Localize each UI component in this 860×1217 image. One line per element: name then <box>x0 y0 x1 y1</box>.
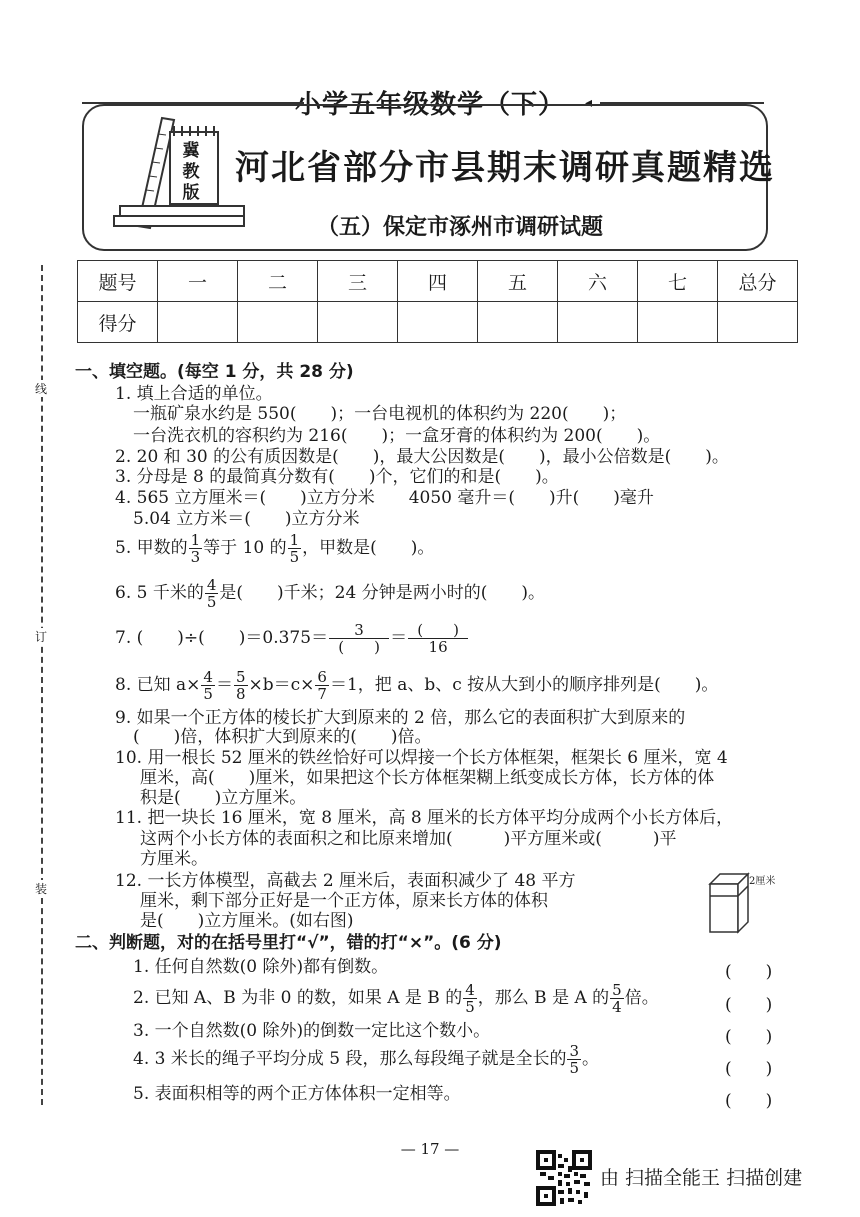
score-entry[interactable] <box>398 302 478 343</box>
score-entry[interactable] <box>318 302 398 343</box>
section-title: 一、填空题。(每空 1 分，共 28 分) <box>75 362 354 382</box>
question-10-line: 厘米，高( )厘米，如果把这个长方体框架糊上纸变成长方体，长方体的体 <box>140 768 715 788</box>
main-title: 河北省部分市县期末调研真题精选 <box>235 148 775 188</box>
answer-blank[interactable]: ( ) <box>725 1059 773 1079</box>
question-11-line: 方厘米。 <box>140 849 208 869</box>
score-table-cell: 三 <box>318 261 398 302</box>
score-table-cell: 总分 <box>718 261 798 302</box>
question-9-line: 9. 如果一个正方体的棱长扩大到原来的 2 倍，那么它的表面积扩大到原来的 <box>115 708 686 728</box>
arrow-left-icon: ◂ <box>585 95 593 111</box>
score-table-cell: 题号 <box>78 261 158 302</box>
question-12-line: 厘米，剩下部分正好是一个正方体，原来长方体的体积 <box>140 891 548 911</box>
judge-question-3: 3. 一个自然数(0 除外)的倒数一定比这个数小。 <box>133 1021 491 1041</box>
score-table-score-row <box>78 302 798 343</box>
score-table-cell: 七 <box>638 261 718 302</box>
score-entry[interactable] <box>238 302 318 343</box>
binding-label: 线 <box>35 382 48 396</box>
score-label: 得分 <box>78 302 158 343</box>
answer-blank[interactable]: ( ) <box>725 1027 773 1047</box>
score-table-cell: 一 <box>158 261 238 302</box>
question-12-line: 是( )立方厘米。(如右图) <box>140 911 354 931</box>
question-10-line: 10. 用一根长 52 厘米的铁丝恰好可以焊接一个长方体框架，框架长 6 厘米，宽 4 <box>115 748 728 768</box>
question-10-line: 积是( )立方厘米。 <box>140 788 307 808</box>
answer-blank[interactable]: ( ) <box>725 995 773 1015</box>
question-11-line: 11. 把一块长 16 厘米，宽 8 厘米，高 8 厘米的长方体平均分成两个小长方体后， <box>115 808 734 828</box>
question-6: 6. 5 千米的 $\frac{4}{5}$ 是( )千米；24 分钟是两小时的( )。 <box>115 576 545 611</box>
exam-subtitle: （五）保定市涿州市调研试题 <box>316 215 603 240</box>
edition-badge: 冀 教 版 <box>182 141 200 203</box>
question-11-line: 这两个小长方体的表面积之和比原来增加( )平方厘米或( )平 <box>140 829 677 849</box>
scanner-watermark: 由 扫描全能王 扫描创建 <box>600 1167 803 1189</box>
figure-label: 2厘米 <box>749 876 776 887</box>
judge-question-2: 2. 已知 A、B 为非 0 的数，如果 A 是 B 的 $\frac{4}{5}$ ，那么 B 是 A 的 $\frac{5}{4}$ 倍。 <box>133 981 659 1016</box>
score-entry[interactable] <box>478 302 558 343</box>
score-table-header-row <box>78 261 798 302</box>
judge-question-5: 5. 表面积相等的两个正方体体积一定相等。 <box>133 1084 461 1104</box>
binding-label: 订 <box>35 630 48 644</box>
score-table-cell: 二 <box>238 261 318 302</box>
page-number: — 17 — <box>400 1140 460 1158</box>
question-5: 5. 甲数的 $\frac{1}{3}$ 等于 10 的 $\frac{1}{5}$ ，甲数是( )。 <box>115 531 435 566</box>
question-8: 8. 已知 a× $\frac{4}{5}$ ＝ $\frac{5}{8}$ ×b＝c× $\frac{6}{7}$ ＝1，把 a、b、c 按从大到小的顺序排列是( )。 <box>115 668 719 703</box>
answer-blank[interactable]: ( ) <box>725 1091 773 1111</box>
score-entry[interactable] <box>638 302 718 343</box>
section-title: 二、判断题，对的在括号里打“√”，错的打“×”。(6 分) <box>75 933 502 953</box>
binding-label: 装 <box>35 882 48 896</box>
score-table-cell: 六 <box>558 261 638 302</box>
question-1-line: 一台洗衣机的容积约为 216( )；一盒牙膏的体积约为 200( )。 <box>133 426 661 446</box>
question-7: 7. ( )÷( )＝0.375＝ $\frac{3}{( )}$ ＝ $\frac{( )}{16}$ <box>115 622 469 655</box>
question-3: 3. 分母是 8 的最简真分数有( )个，它们的和是( )。 <box>115 467 559 487</box>
question-2: 2. 20 和 30 的公有质因数是( )，最大公因数是( )，最小公倍数是( )。 <box>115 447 729 467</box>
question-12-line: 12. 一长方体模型，高截去 2 厘米后，表面积减少了 48 平方 <box>115 871 576 891</box>
qr-code-icon <box>536 1150 592 1206</box>
book-subtitle: 小学五年级数学（下） <box>294 90 565 120</box>
score-table-cell: 四 <box>398 261 478 302</box>
score-entry[interactable] <box>718 302 798 343</box>
question-4-line: 5.04 立方米＝( )立方分米 <box>133 509 360 529</box>
judge-question-4: 4. 3 米长的绳子平均分成 5 段，那么每段绳子就是全长的 $\frac{3}{5}$ 。 <box>133 1042 600 1077</box>
question-1-stem: 1. 填上合适的单位。 <box>115 384 273 404</box>
judge-question-1: 1. 任何自然数(0 除外)都有倒数。 <box>133 957 389 977</box>
question-1-line: 一瓶矿泉水约是 550( )；一台电视机的体积约为 220( )； <box>133 404 627 424</box>
answer-blank[interactable]: ( ) <box>725 962 773 982</box>
score-entry[interactable] <box>158 302 238 343</box>
score-table-cell: 五 <box>478 261 558 302</box>
question-4-line: 4. 565 立方厘米＝( )立方分米 4050 毫升＝( )升( )毫升 <box>115 488 654 508</box>
question-9-line: ( )倍，体积扩大到原来的( )倍。 <box>133 727 432 747</box>
score-entry[interactable] <box>558 302 638 343</box>
score-table <box>77 260 798 343</box>
